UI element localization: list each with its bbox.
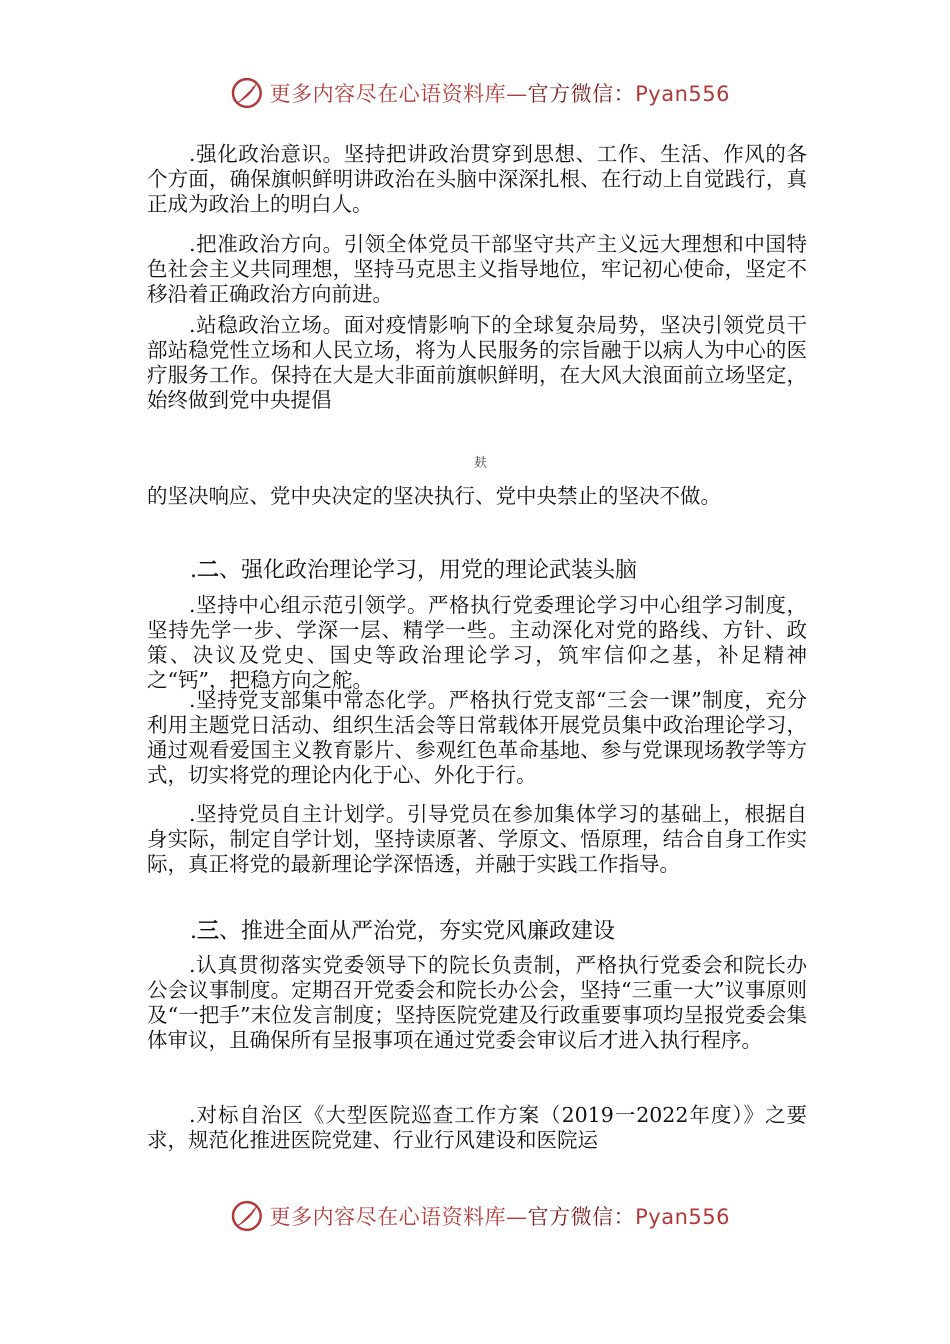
- paragraph: .强化政治意识。坚持把讲政治贯穿到思想、工作、生活、作风的各个方面，确保旗帜鲜明讲政治在头脑中深深扎根、在行动上自觉践行，真正成为政治上的明白人。: [147, 142, 807, 216]
- paragraph-block-8: [147, 953, 807, 1053]
- header-banner: [230, 76, 730, 110]
- heading-text: 、强化政治理论学习，用党的理论武装头脑: [219, 558, 638, 583]
- paragraph-block-9: [147, 1103, 807, 1153]
- paragraph-block-1: [147, 142, 807, 217]
- banner-wechat-label: 官方微信：: [527, 82, 636, 106]
- paragraph-block-2: [147, 232, 807, 307]
- paragraph: .把准政治方向。引领全体党员干部坚守共产主义远大理想和中国特色社会主义共同理想，坚持马克思主义指导地位，牢记初心使命，坚定不移沿着正确政治方向前进。: [147, 232, 807, 306]
- feather-logo-icon: [230, 76, 264, 110]
- paragraph-block-7: [147, 802, 807, 877]
- section-heading-2: .二、强化政治理论学习，用党的理论武装头脑: [190, 558, 638, 583]
- section-heading-3: .三、推进全面从严治党，夯实党风廉政建设: [190, 919, 616, 944]
- heading-number: 三: [197, 919, 220, 944]
- paragraph: .坚持中心组示范引领学。严格执行党委理论学习中心组学习制度，坚持先学一步、学深一层、精学一些。主动深化对党的路线、方针、政策、决议及党史、国史等政治理论学习，筑牢信仰之基，补足精神之“钙”，把稳方向之舵。: [147, 593, 807, 692]
- banner-slogan: 更多内容尽在心语资料库—: [269, 82, 528, 106]
- banner-wechat-id: Pyan556: [635, 82, 730, 106]
- paragraph: .坚持党支部集中常态化学。严格执行党支部“三会一课”制度，充分利用主题党日活动、组织生活会等日常载体开展党员集中政治理论学习，通过观看爱国主义教育影片、参观红色革命基地、参与党课现场教学等方式，切实将党的理论内化于心、外化于行。: [147, 688, 807, 787]
- page-marker: 麸: [474, 456, 488, 471]
- paragraph-block-5: [147, 593, 807, 693]
- feather-logo-icon: [230, 1199, 264, 1233]
- footer-banner: [230, 1199, 730, 1233]
- paragraph-block-3: [147, 313, 807, 413]
- paragraph-block-6: [147, 688, 807, 788]
- paragraph: .坚持党员自主计划学。引导党员在参加集体学习的基础上，根据自身实际，制定自学计划，坚持读原著、学原文、悟原理，结合自身工作实际，真正将党的最新理论学深悟透，并融于实践工作指导。: [147, 802, 807, 876]
- paragraph: .站稳政治立场。面对疫情影响下的全球复杂局势，坚决引领党员干部站稳党性立场和人民立场，将为人民服务的宗旨融于以病人为中心的医疗服务工作。保持在大是大非面前旗帜鲜明，在大风大浪面前立场坚定，始终做到党中央提倡: [147, 313, 807, 412]
- banner-wechat-id: Pyan556: [635, 1205, 730, 1229]
- paragraph-block-4: [147, 484, 807, 509]
- banner-text: [270, 78, 730, 108]
- banner-text: [270, 1201, 730, 1231]
- heading-text: 、推进全面从严治党，夯实党风廉政建设: [219, 919, 616, 944]
- paragraph: .认真贯彻落实党委领导下的院长负责制，严格执行党委会和院长办公会议事制度。定期召开党委会和院长办公会，坚持“三重一大”议事原则及“一把手”末位发言制度；坚持医院党建及行政重要事项均呈报党委会集体审议，且确保所有呈报事项在通过党委会审议后才进入执行程序。: [147, 953, 807, 1052]
- banner-slogan: 更多内容尽在心语资料库—: [269, 1205, 528, 1229]
- paragraph: 的坚决响应、党中央决定的坚决执行、党中央禁止的坚决不做。: [147, 484, 721, 508]
- heading-number: 二: [197, 558, 220, 583]
- banner-wechat-label: 官方微信：: [527, 1205, 636, 1229]
- paragraph: .对标自治区《大型医院巡查工作方案（2019一2022年度）》之要求，规范化推进医院党建、行业行风建设和医院运: [147, 1103, 807, 1152]
